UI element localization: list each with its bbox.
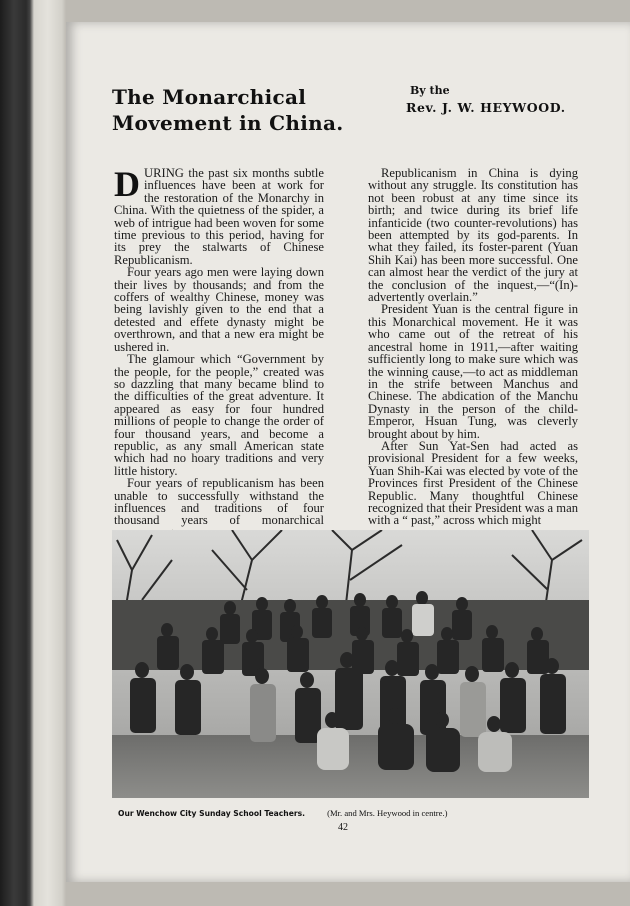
paragraph: The glamour which “Government by the people, for the people,” created was so dazzling that many became blind to the difficulties of the great adventure. It appeared as easy for four hundred millions of people to change the order of four thousand years, and become a republic, as any small American state which had no hoary traditions and very little history. <box>114 352 324 478</box>
paragraph: DURING the past six months subtle influences have been at work for the restoration of the Monarchy in China. With the quietness of the spider, a web of intrigue had been woven for some time previous to this period, having for its prey the stalwarts of Chinese Republicanism. <box>114 164 324 267</box>
photo-caption <box>118 808 447 818</box>
text-column-right <box>368 167 578 527</box>
caption-title: Our Wenchow City Sunday School Teachers. <box>118 809 306 818</box>
page-number: 42 <box>338 822 348 833</box>
drop-cap: D <box>114 164 140 204</box>
magazine-page <box>66 22 630 882</box>
paragraph: Republicanism in China is dying without any struggle. Its constitution has not been robust at any time since its birth; and twice during its brief life infanticide (two counter-revolutions) has been attempted by its god-parents. In what they failed, its foster-parent (Yuan Shih Kai) has been more successful. One can almost hear the verdict of the jury at the conclusion of the inquest,—“(In)-advertently overlain.” <box>368 166 578 305</box>
text-column-left <box>114 164 324 539</box>
group-photograph <box>112 530 589 798</box>
paragraph: President Yuan is the central figure in this Monarchical movement. He it was who came out of the retreat of his ancestral home in 1911,—after waiting sufficiently long to make sure which was the winning cause,—to act as middleman in the strife between Manchus and Chinese. The abdication of the Manchu Dynasty in the person of the child-Emperor, Hsuan Tung, was cleverly brought about by him. <box>368 302 578 441</box>
paragraph: After Sun Yat-Sen had acted as provisional President for a few weeks, Yuan Shih-Kai was elected by vote of the Provinces first President of the Chinese Republic. Many thoughtful Chinese recognized that their President was a man with a “ past,” across which might <box>368 438 578 528</box>
title-line-1: The Monarchical <box>112 85 307 109</box>
photo-illustration <box>112 530 589 798</box>
title-line-2: Movement in China. <box>112 111 344 135</box>
byline-by: By the <box>410 84 450 97</box>
article-title <box>112 84 343 136</box>
caption-note: (Mr. and Mrs. Heywood in centre.) <box>327 808 448 818</box>
byline-author: Rev. J. W. HEYWOOD. <box>406 100 566 115</box>
paragraph: Four years of republicanism has been unable to successfully withstand the influences and traditions of four thousand years of monarchical <box>114 476 324 528</box>
paragraph: Four years ago men were laying down their lives by thousands; and from the coffers of wealthy Chinese, money was being lavishly given to the end that a detested and effete dynasty might be overthrown, and that a new era might be ushered in. <box>114 265 324 354</box>
